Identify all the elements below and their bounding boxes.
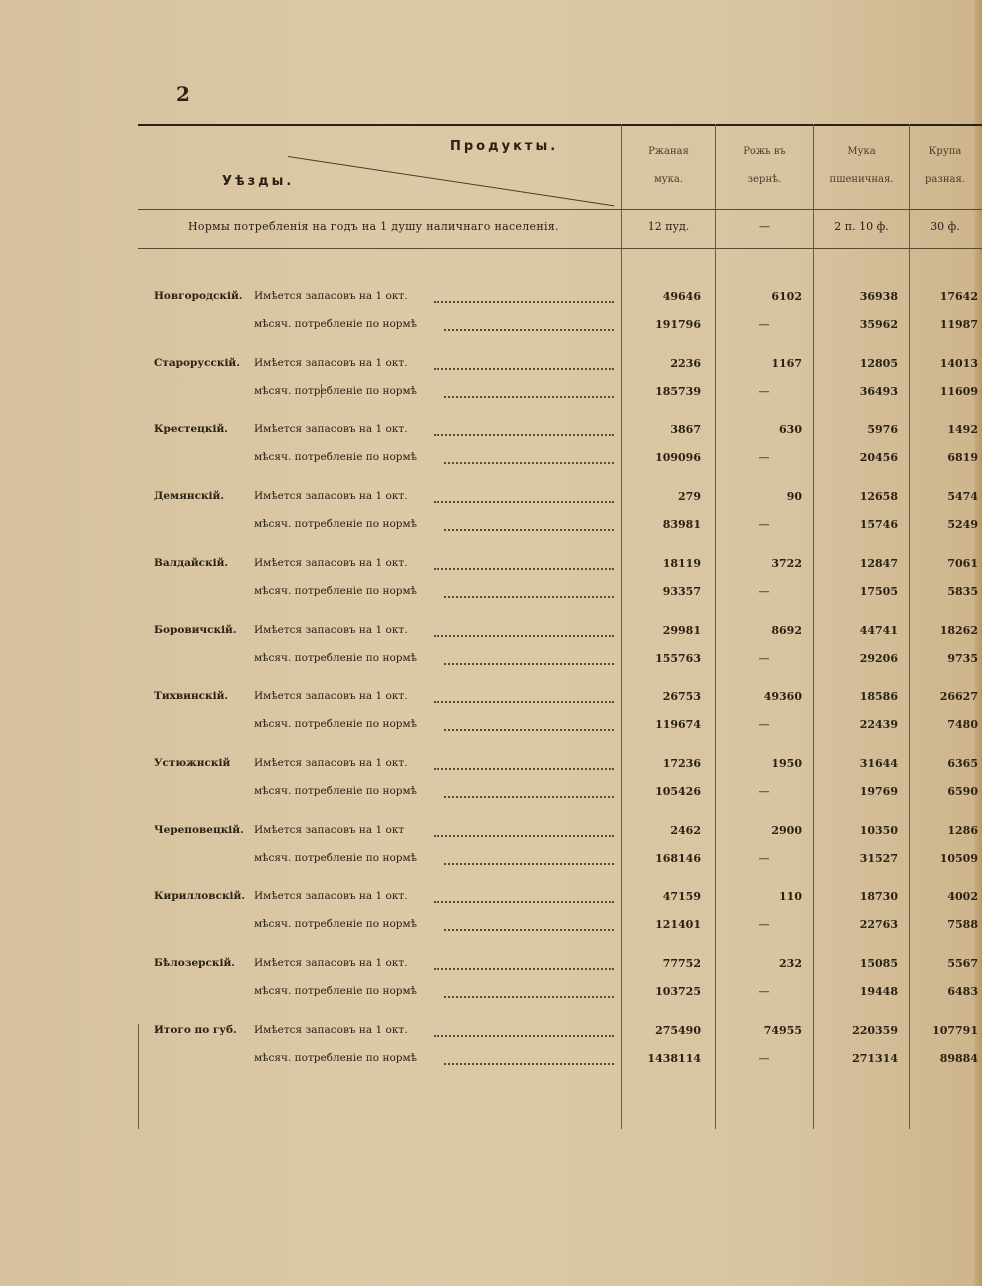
stock-value: 4002 [947, 890, 978, 903]
consumption-value: 31527 [859, 852, 898, 865]
column-header-rye-flour [622, 138, 715, 194]
consumption-row-label: мѣсяч. потребленіе по нормѣ [254, 852, 417, 864]
stock-value: 26753 [662, 690, 701, 703]
column-header-line: Ржаная [648, 146, 689, 157]
dot-leader [434, 501, 614, 504]
stock-value: 2900 [771, 824, 802, 837]
consumption-value: 9735 [947, 652, 978, 665]
stock-value: 90 [786, 490, 802, 503]
consumption-row-label: мѣсяч. потребленіе по нормѣ [254, 451, 417, 463]
dot-leader [444, 796, 614, 799]
stock-value: 5976 [867, 423, 898, 436]
district-name: Кирилловскій. [154, 890, 245, 902]
stock-value: 18730 [859, 890, 898, 903]
dot-leader [434, 968, 614, 971]
consumption-value: 15746 [859, 518, 898, 531]
stock-value: 110 [779, 890, 802, 903]
consumption-row-label: мѣсяч. потребленіе по нормѣ [254, 585, 417, 597]
stock-value: 107791 [932, 1024, 978, 1037]
stock-value: 232 [779, 957, 802, 970]
consumption-value: — [758, 785, 770, 798]
stock-value: 2462 [670, 824, 701, 837]
district-name: Устюжнскій [154, 757, 231, 769]
stock-value: 8692 [771, 624, 802, 637]
consumption-value: 83981 [662, 518, 701, 531]
consumption-value: 155763 [655, 652, 701, 665]
stock-value: 17236 [662, 757, 701, 770]
dot-leader [444, 729, 614, 732]
stock-value: 6365 [947, 757, 978, 770]
dot-leader [434, 635, 614, 638]
consumption-value: 6483 [947, 985, 978, 998]
column-divider [813, 124, 814, 1129]
stock-value: 6102 [771, 290, 802, 303]
consumption-value: 19448 [859, 985, 898, 998]
column-divider [621, 124, 622, 1129]
district-name: Боровичскій. [154, 624, 237, 636]
consumption-row-label: мѣсяч. потребленіе по нормѣ [254, 918, 417, 930]
stock-value: 77752 [662, 957, 701, 970]
consumption-value: 119674 [655, 718, 701, 731]
dot-leader [444, 596, 614, 599]
stock-value: 18262 [939, 624, 978, 637]
consumption-value: — [758, 518, 770, 531]
consumption-value: 103725 [655, 985, 701, 998]
stock-value: 47159 [662, 890, 701, 903]
consumption-value: — [758, 918, 770, 931]
dot-leader [434, 835, 614, 838]
column-header-line: зернѣ. [747, 174, 782, 185]
stock-value: 220359 [852, 1024, 898, 1037]
column-header-rye-grain [716, 138, 813, 194]
stock-row-label: Имѣется запасовъ на 1 окт. [254, 557, 408, 569]
norm-wheat-flour: 2 п. 10 ф. [834, 220, 889, 233]
consumption-value: — [758, 852, 770, 865]
consumption-value: 191796 [655, 318, 701, 331]
consumption-value: 6819 [947, 451, 978, 464]
consumption-value: 185739 [655, 385, 701, 398]
consumption-value: 121401 [655, 918, 701, 931]
stock-row-label: Имѣется запасовъ на 1 окт. [254, 290, 408, 302]
stock-row-label: Имѣется запасовъ на 1 окт. [254, 423, 408, 435]
stock-value: 31644 [859, 757, 898, 770]
consumption-value: 35962 [859, 318, 898, 331]
consumption-value: — [758, 718, 770, 731]
norm-rye-grain: — [759, 220, 770, 233]
district-name: Крестецкій. [154, 423, 228, 435]
consumption-value: 168146 [655, 852, 701, 865]
consumption-value: — [758, 652, 770, 665]
dot-leader [444, 329, 614, 332]
stock-row-label: Имѣется запасовъ на 1 окт. [254, 890, 408, 902]
consumption-row-label: мѣсяч. потребленіе по нормѣ [254, 518, 417, 530]
dot-leader [434, 901, 614, 904]
consumption-value: 17505 [859, 585, 898, 598]
stock-value: 1167 [771, 357, 802, 370]
stock-value: 5474 [947, 490, 978, 503]
district-name: Новгородскій. [154, 290, 243, 302]
consumption-value: 105426 [655, 785, 701, 798]
stock-value: 29981 [662, 624, 701, 637]
consumption-value: 29206 [859, 652, 898, 665]
dot-leader [434, 434, 614, 437]
dot-leader [444, 863, 614, 866]
consumption-value: 6590 [947, 785, 978, 798]
consumption-value: 271314 [852, 1052, 898, 1065]
consumption-value: 10509 [939, 852, 978, 865]
district-name: Старорусскій. [154, 357, 240, 369]
stock-value: 49646 [662, 290, 701, 303]
district-name: Тихвинскій. [154, 690, 229, 702]
consumption-value: 109096 [655, 451, 701, 464]
stock-value: 2236 [670, 357, 701, 370]
stock-value: 36938 [859, 290, 898, 303]
consumption-value: 5249 [947, 518, 978, 531]
dot-leader [444, 1063, 614, 1066]
consumption-value: 36493 [859, 385, 898, 398]
consumption-row-label: мѣсяч. потребленіе по нормѣ [254, 718, 417, 730]
consumption-value: 7480 [947, 718, 978, 731]
stock-value: 275490 [655, 1024, 701, 1037]
consumption-row-label: мѣсяч. потребленіе по нормѣ [254, 985, 417, 997]
stock-value: 3867 [670, 423, 701, 436]
header-rule [138, 209, 982, 210]
consumption-value: 89884 [939, 1052, 978, 1065]
column-header-line: разная. [925, 174, 965, 185]
stock-row-label: Имѣется запасовъ на 1 окт. [254, 357, 408, 369]
stock-value: 12658 [859, 490, 898, 503]
provisions-table [138, 124, 982, 1129]
consumption-value: 19769 [859, 785, 898, 798]
stock-row-label: Имѣется запасовъ на 1 окт. [254, 1024, 408, 1036]
consumption-value: — [758, 318, 770, 331]
stock-value: 74955 [763, 1024, 802, 1037]
stock-value: 26627 [939, 690, 978, 703]
stock-value: 1492 [947, 423, 978, 436]
stock-value: 10350 [859, 824, 898, 837]
dot-leader [444, 929, 614, 932]
district-name: Итого по губ. [154, 1024, 237, 1036]
dot-leader [434, 768, 614, 771]
dot-leader [444, 996, 614, 999]
stock-value: 12805 [859, 357, 898, 370]
consumption-value: — [758, 451, 770, 464]
dot-leader [444, 529, 614, 532]
column-header-wheat-flour [814, 138, 909, 194]
consumption-value: — [758, 585, 770, 598]
stock-value: 1950 [771, 757, 802, 770]
header-districts-label: Уѣзды. [222, 174, 295, 189]
dot-leader [434, 368, 614, 371]
stock-value: 5567 [947, 957, 978, 970]
stock-value: 17642 [939, 290, 978, 303]
consumption-value: 11987 [939, 318, 978, 331]
consumption-value: — [758, 385, 770, 398]
stock-value: 1286 [947, 824, 978, 837]
table-top-rule [138, 124, 982, 126]
column-header-line: Мука [847, 146, 876, 157]
consumption-value: — [758, 1052, 770, 1065]
stock-row-label: Имѣется запасовъ на 1 окт. [254, 690, 408, 702]
stock-value: 18119 [662, 557, 701, 570]
district-name: Бѣлозерскій. [154, 957, 235, 969]
norms-label: Нормы потребленія на годъ на 1 душу наличнаго населенія. [188, 220, 559, 233]
stock-row-label: Имѣется запасовъ на 1 окт. [254, 957, 408, 969]
consumption-value: 22763 [859, 918, 898, 931]
page-number: 2 [176, 82, 190, 106]
stock-row-label: Имѣется запасовъ на 1 окт. [254, 490, 408, 502]
column-divider [715, 124, 716, 1129]
consumption-value: 5835 [947, 585, 978, 598]
stock-value: 7061 [947, 557, 978, 570]
norm-groats: 30 ф. [930, 220, 960, 233]
district-name: Валдайскій. [154, 557, 229, 569]
norms-rule [138, 248, 982, 249]
consumption-value: 11609 [939, 385, 978, 398]
header-products-label: Продукты. [450, 139, 559, 154]
dot-leader [444, 396, 614, 399]
stock-value: 3722 [771, 557, 802, 570]
stock-value: 12847 [859, 557, 898, 570]
stock-row-label: Имѣется запасовъ на 1 окт. [254, 624, 408, 636]
column-header-groats [910, 138, 980, 194]
dot-leader [434, 301, 614, 304]
dot-leader [434, 568, 614, 571]
consumption-value: 1438114 [647, 1052, 701, 1065]
stock-row-label: Имѣется запасовъ на 1 окт. [254, 757, 408, 769]
stock-value: 44741 [859, 624, 898, 637]
consumption-value: 20456 [859, 451, 898, 464]
stock-value: 630 [779, 423, 802, 436]
consumption-row-label: мѣсяч. потребленіе по нормѣ [254, 385, 417, 397]
dot-leader [434, 701, 614, 704]
stock-value: 14013 [939, 357, 978, 370]
consumption-value: 93357 [662, 585, 701, 598]
district-name: Демянскій. [154, 490, 224, 502]
norm-rye-flour: 12 пуд. [647, 220, 690, 233]
header-diagonal-line [288, 156, 614, 206]
column-header-line: Рожь въ [743, 146, 786, 157]
left-border-fragment [138, 1024, 139, 1129]
column-divider [909, 124, 910, 1129]
stock-value: 279 [678, 490, 701, 503]
stock-value: 49360 [763, 690, 802, 703]
column-header-line: мука. [653, 174, 684, 185]
stock-value: 18586 [859, 690, 898, 703]
column-header-line: Крупа [928, 146, 962, 157]
consumption-row-label: мѣсяч. потребленіе по нормѣ [254, 318, 417, 330]
stock-row-label: Имѣется запасовъ на 1 окт [254, 824, 405, 836]
consumption-value: 7588 [947, 918, 978, 931]
consumption-value: 22439 [859, 718, 898, 731]
consumption-value: — [758, 985, 770, 998]
dot-leader [434, 1035, 614, 1038]
district-name: Череповецкій. [154, 824, 244, 836]
consumption-row-label: мѣсяч. потребленіе по нормѣ [254, 652, 417, 664]
column-header-line: пшеничная. [829, 174, 894, 185]
dot-leader [444, 462, 614, 465]
stock-value: 15085 [859, 957, 898, 970]
consumption-row-label: мѣсяч. потребленіе по нормѣ [254, 785, 417, 797]
consumption-row-label: мѣсяч. потребленіе по нормѣ [254, 1052, 417, 1064]
dot-leader [444, 663, 614, 666]
